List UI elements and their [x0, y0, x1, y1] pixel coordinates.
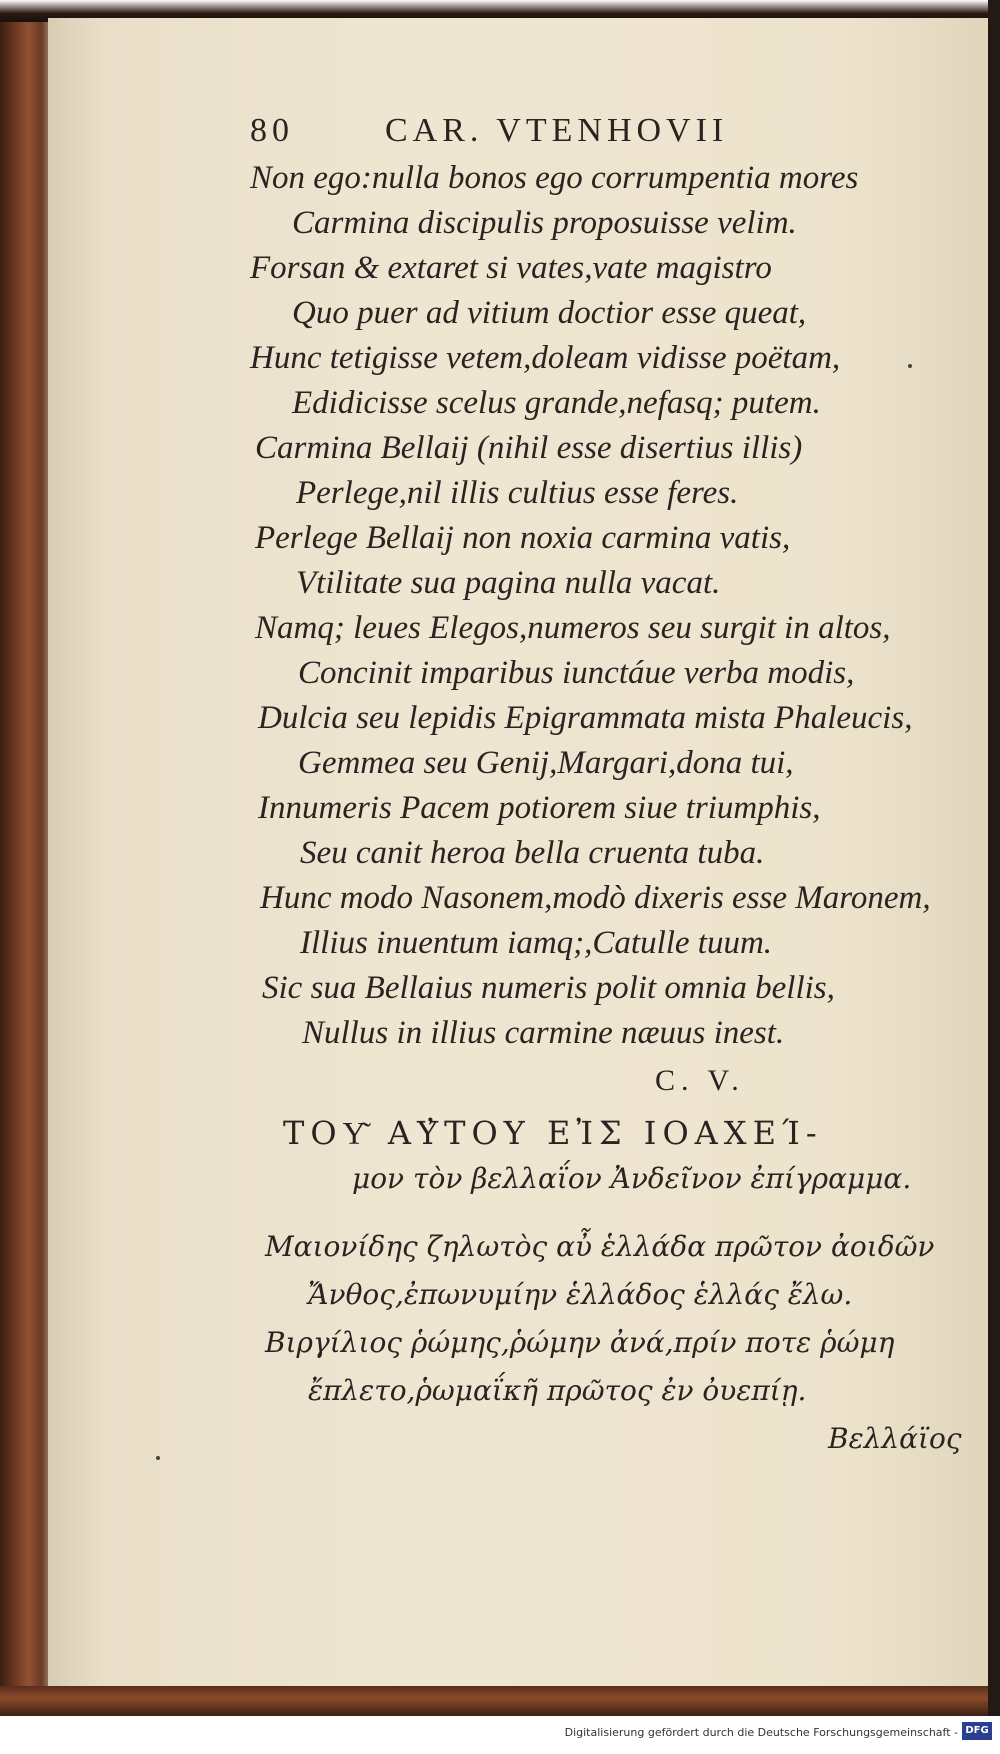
verse-line: Carmina discipulis proposuisse velim.	[292, 205, 797, 241]
catchword: Βελλάϊος	[828, 1422, 962, 1455]
page-number: 80	[250, 112, 294, 149]
verse-line: Innumeris Pacem potiorem siue triumphis,	[258, 790, 821, 826]
verse-line: Hunc tetigisse vetem,doleam vidisse poëtam,	[250, 340, 841, 376]
verse-line: Sic sua Bellaius numeris polit omnia bellis,	[262, 970, 835, 1006]
paper-speck	[156, 1456, 160, 1460]
verse-line: Namq; leues Elegos,numeros seu surgit in altos,	[255, 610, 891, 646]
digitization-credit: Digitalisierung gefördert durch die Deutsche Forschungsgemeinschaft -	[564, 1726, 958, 1739]
book-cover-bottom-edge	[0, 1686, 1000, 1716]
verse-line: Nullus in illius carmine næuus inest.	[302, 1015, 785, 1051]
greek-verse-line: Ἄνθος,ἐπωνυμίην ἑλλάδος ἑλλάς ἔλω.	[308, 1278, 853, 1311]
paper-speck	[908, 364, 912, 368]
verse-line: Carmina Bellaij (nihil esse disertius illis)	[255, 430, 803, 466]
greek-verse-line: Μαιονίδης ζηλωτὸς αὖ ἑλλάδα πρῶτον ἀοιδῶν	[265, 1230, 935, 1263]
verse-line: Hunc modo Nasonem,modò dixeris esse Maronem,	[260, 880, 931, 916]
verse-line: Concinit imparibus iunctáue verba modis,	[298, 655, 855, 691]
running-head: CAR. VTENHOVII	[385, 112, 729, 149]
verse-line: Perlege Bellaij non noxia carmina vatis,	[255, 520, 791, 556]
greek-title-continuation: μον τὸν βελλαΐον Ἀνδεῖνον ἐπίγραμμα.	[352, 1162, 912, 1195]
verse-line: Edidicisse scelus grande,nefasq; putem.	[292, 385, 821, 421]
verse-line: Illius inuentum iamq;,Catulle tuum.	[300, 925, 773, 961]
verse-line: Quo puer ad vitium doctior esse queat,	[292, 295, 807, 331]
greek-title: ΤΟΥ͂ ΑΥ̓ΤΟΥ ΕἸΣ ΙΟΑΧΕΊ-	[283, 1114, 823, 1152]
verse-line: Dulcia seu lepidis Epigrammata mista Phaleucis,	[258, 700, 913, 736]
verse-line: Forsan & extaret si vates,vate magistro	[250, 250, 772, 286]
dfg-logo: DFG	[962, 1722, 992, 1740]
verse-line: Seu canit heroa bella cruenta tuba.	[300, 835, 765, 871]
verse-line: Gemmea seu Genij,Margari,dona tui,	[298, 745, 794, 781]
book-binding-spine	[0, 22, 52, 1712]
greek-verse-line: Βιργίλιος ῥώμης,ῥώμην ἀνά,πρίν ποτε ῥώμη	[265, 1326, 895, 1359]
verse-line: Vtilitate sua pagina nulla vacat.	[296, 565, 721, 601]
book-right-edge	[988, 0, 1000, 1716]
greek-verse-line: ἔπλετο,ῥωμαΐκῆ πρῶτος ἐν ὀυεπίῃ.	[308, 1374, 807, 1407]
verse-line: Perlege,nil illis cultius esse feres.	[296, 475, 739, 511]
section-label: C. V.	[655, 1064, 745, 1097]
verse-line: Non ego:nulla bonos ego corrumpentia mores	[250, 160, 859, 196]
